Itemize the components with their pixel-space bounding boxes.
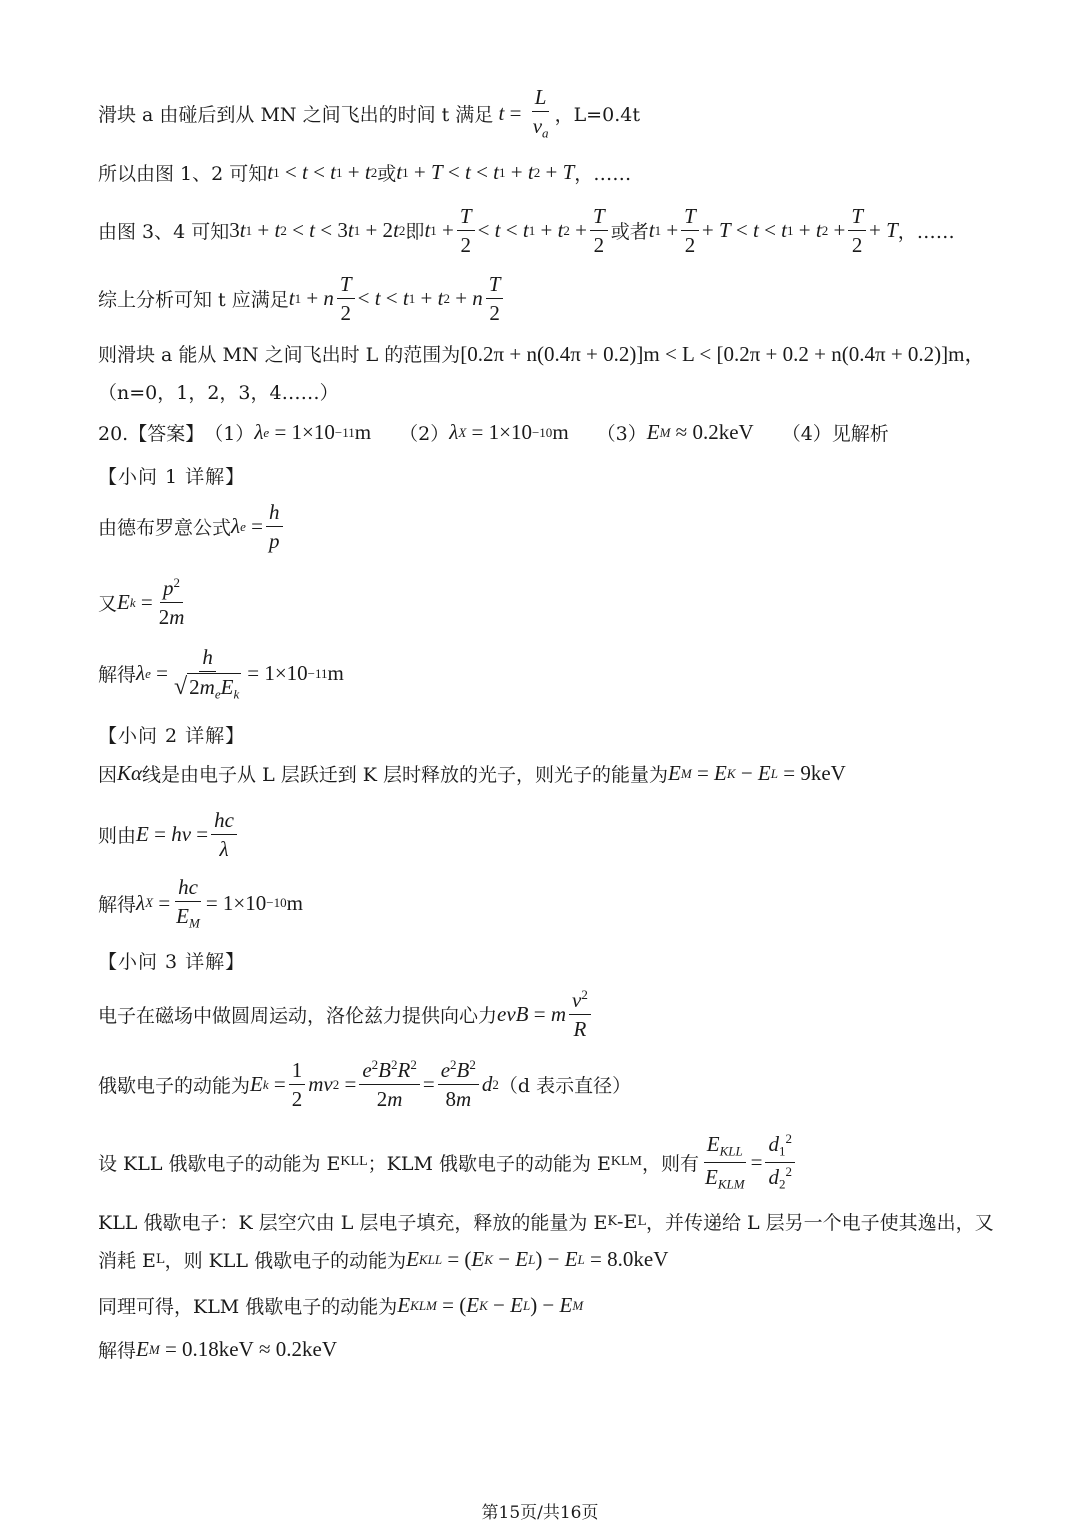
text: 或者: [610, 221, 649, 244]
text: 因: [98, 764, 118, 786]
text: 综上分析可知 t 应满足: [98, 289, 289, 312]
text: ，则 KLL 俄歇电子的动能为: [164, 1250, 407, 1272]
formula: λ e = 1×10 −11 m: [254, 420, 372, 444]
text: 又: [98, 593, 118, 616]
text: （3）: [596, 423, 647, 445]
formula: Kα: [117, 761, 143, 785]
text: 设 KLL 俄歇电子的动能为 E: [98, 1152, 341, 1175]
formula: $\frac{E_{KLL}}{E_{KLM}}$ = $\frac{d_1^2}{d_2^2}$: [699, 1132, 798, 1192]
text-line: [98, 875, 303, 932]
text-line: [98, 1208, 994, 1235]
formula: [0.2π + n(0.4π + 0.2)]m < L < [0.2π + 0.2 + n(0.4π + 0.2)]m，: [460, 342, 986, 366]
formula: E KLL = ( E K − E L ) − E L = 8.0keV: [406, 1247, 669, 1271]
text: 则滑块 a 能从 MN 之间飞出时 L 的范围为: [98, 343, 461, 366]
text: KLL 俄歇电子：K 层空穴由 L 层电子填充，释放的能量为 E: [98, 1212, 608, 1234]
text-line: [98, 1132, 798, 1192]
heading-text: 【小问 3 详解】: [98, 951, 246, 973]
text: 或: [377, 163, 397, 185]
text: ；KLM 俄歇电子的动能为 E: [367, 1152, 611, 1175]
formula: λ e = $\frac{h}{p}$: [231, 500, 285, 553]
formula: E KLM = ( E K − E L ) − E M: [397, 1293, 584, 1317]
text-line: [98, 1336, 337, 1363]
heading-text: 【小问 1 详解】: [98, 466, 246, 488]
text: （d 表示直径）: [498, 1075, 632, 1098]
subscript: KLL: [340, 1154, 368, 1169]
text: 由德布罗意公式: [98, 517, 232, 540]
text: （1）: [204, 423, 255, 445]
formula: E = hν = $\frac{hc}{\lambda}$: [136, 808, 240, 861]
text-line: [98, 576, 190, 629]
text: 则由: [98, 825, 137, 848]
text: ，……: [897, 221, 955, 244]
formula: t 1 + n $\frac{T}{2}$ < t < t 1 + t 2 + n $\frac{T}{2}$: [289, 272, 507, 325]
text: ，……: [574, 163, 632, 185]
answer-line: [98, 419, 889, 446]
text-line: [98, 1246, 668, 1273]
text-line: [98, 1292, 583, 1319]
text: 消耗 E: [98, 1250, 156, 1272]
subscript: KLM: [610, 1154, 642, 1169]
text: 解得: [98, 893, 137, 916]
section-heading: [98, 947, 245, 974]
text-line: [98, 760, 846, 787]
heading-text: 【小问 2 详解】: [98, 725, 246, 747]
text-line: [98, 159, 631, 186]
subscript: K: [607, 1214, 618, 1229]
formula: 3 t 1 + t 2 < t < 3 t 1 + 2 t 2: [229, 218, 406, 243]
text: 电子在磁场中做圆周运动，洛伦兹力提供向心力: [98, 1005, 498, 1028]
text-line: [98, 645, 344, 703]
formula: t 1 + T < t < t 1 + t 2 + T: [396, 160, 575, 184]
text-line: [98, 204, 955, 257]
text-line: [98, 378, 339, 405]
formula: E M = E K − E L = 9keV: [668, 761, 846, 785]
text: （2）: [399, 423, 450, 445]
text: 解得: [98, 1340, 137, 1362]
formula: λ X = $\frac{hc}{E_M}$ = 1×10 −10 m: [136, 875, 303, 931]
text: （n=0，1，2，3，4……）: [98, 382, 339, 404]
text: ，并传递给 L 层另一个电子使其逸出，又: [645, 1212, 994, 1234]
section-heading: [98, 721, 245, 748]
text: 线是由电子从 L 层跃迁到 K 层时释放的光子，则光子的能量为: [142, 764, 669, 786]
formula: t 1 + $\frac{T}{2}$ < t < t 1 + t 2 + $\frac{T}{2}$: [424, 204, 610, 257]
formula: t = $\frac{L}{v_a}$: [498, 85, 549, 141]
text: ，则有: [641, 1152, 699, 1175]
formula: t 1 + $\frac{T}{2}$ + T < t < t 1 + t 2 + $\frac{T}{2}$ + T: [648, 204, 898, 258]
text: 滑块 a 由碰后到从 MN 之间飞出的时间 t 满足: [98, 103, 494, 126]
page-number: 第15页/共16页: [481, 1503, 599, 1523]
text-line: [98, 272, 506, 325]
section-heading: [98, 462, 245, 489]
formula: evB = m $\frac{v^2}{R}$: [497, 988, 594, 1041]
text-line: [98, 85, 640, 142]
subscript: L: [155, 1252, 165, 1267]
text-line: [98, 1058, 631, 1111]
text: -E: [617, 1210, 638, 1233]
text: 由图 3、4 可知: [98, 221, 230, 244]
text-line: [98, 988, 594, 1041]
text-line: [98, 808, 240, 861]
text-line: [98, 500, 286, 553]
formula: E M = 0.18keV ≈ 0.2keV: [136, 1337, 338, 1361]
text: （4）见解析: [781, 423, 889, 445]
text-line: [98, 338, 986, 368]
text: 解得: [98, 664, 137, 687]
formula: t 1 < t < t 1 + t 2: [267, 160, 378, 184]
text: 俄歇电子的动能为: [98, 1075, 251, 1098]
text: ，L=0.4t: [554, 103, 640, 126]
formula: E M ≈ 0.2keV: [646, 420, 754, 444]
answer-label: 20.【答案】: [98, 423, 205, 445]
text: 即: [405, 221, 425, 244]
subscript: L: [637, 1214, 646, 1229]
formula: λ e = $\frac{h}{√2m_eE_k}$ = 1×10 −11 m: [136, 645, 344, 702]
formula: λ X = 1×10 −10 m: [449, 420, 569, 444]
text: 同理可得，KLM 俄歇电子的动能为: [98, 1296, 398, 1318]
formula: E k = $\frac{p^2}{2m}$: [117, 575, 185, 630]
formula: E k = $\frac{1}{2}$ mv 2 = $\frac{e^2B^2R^2}{2m}$ = $\frac{e^2B^2}{8m}$ d 2: [250, 1057, 499, 1112]
text: 所以由图 1、2 可知: [98, 163, 268, 185]
